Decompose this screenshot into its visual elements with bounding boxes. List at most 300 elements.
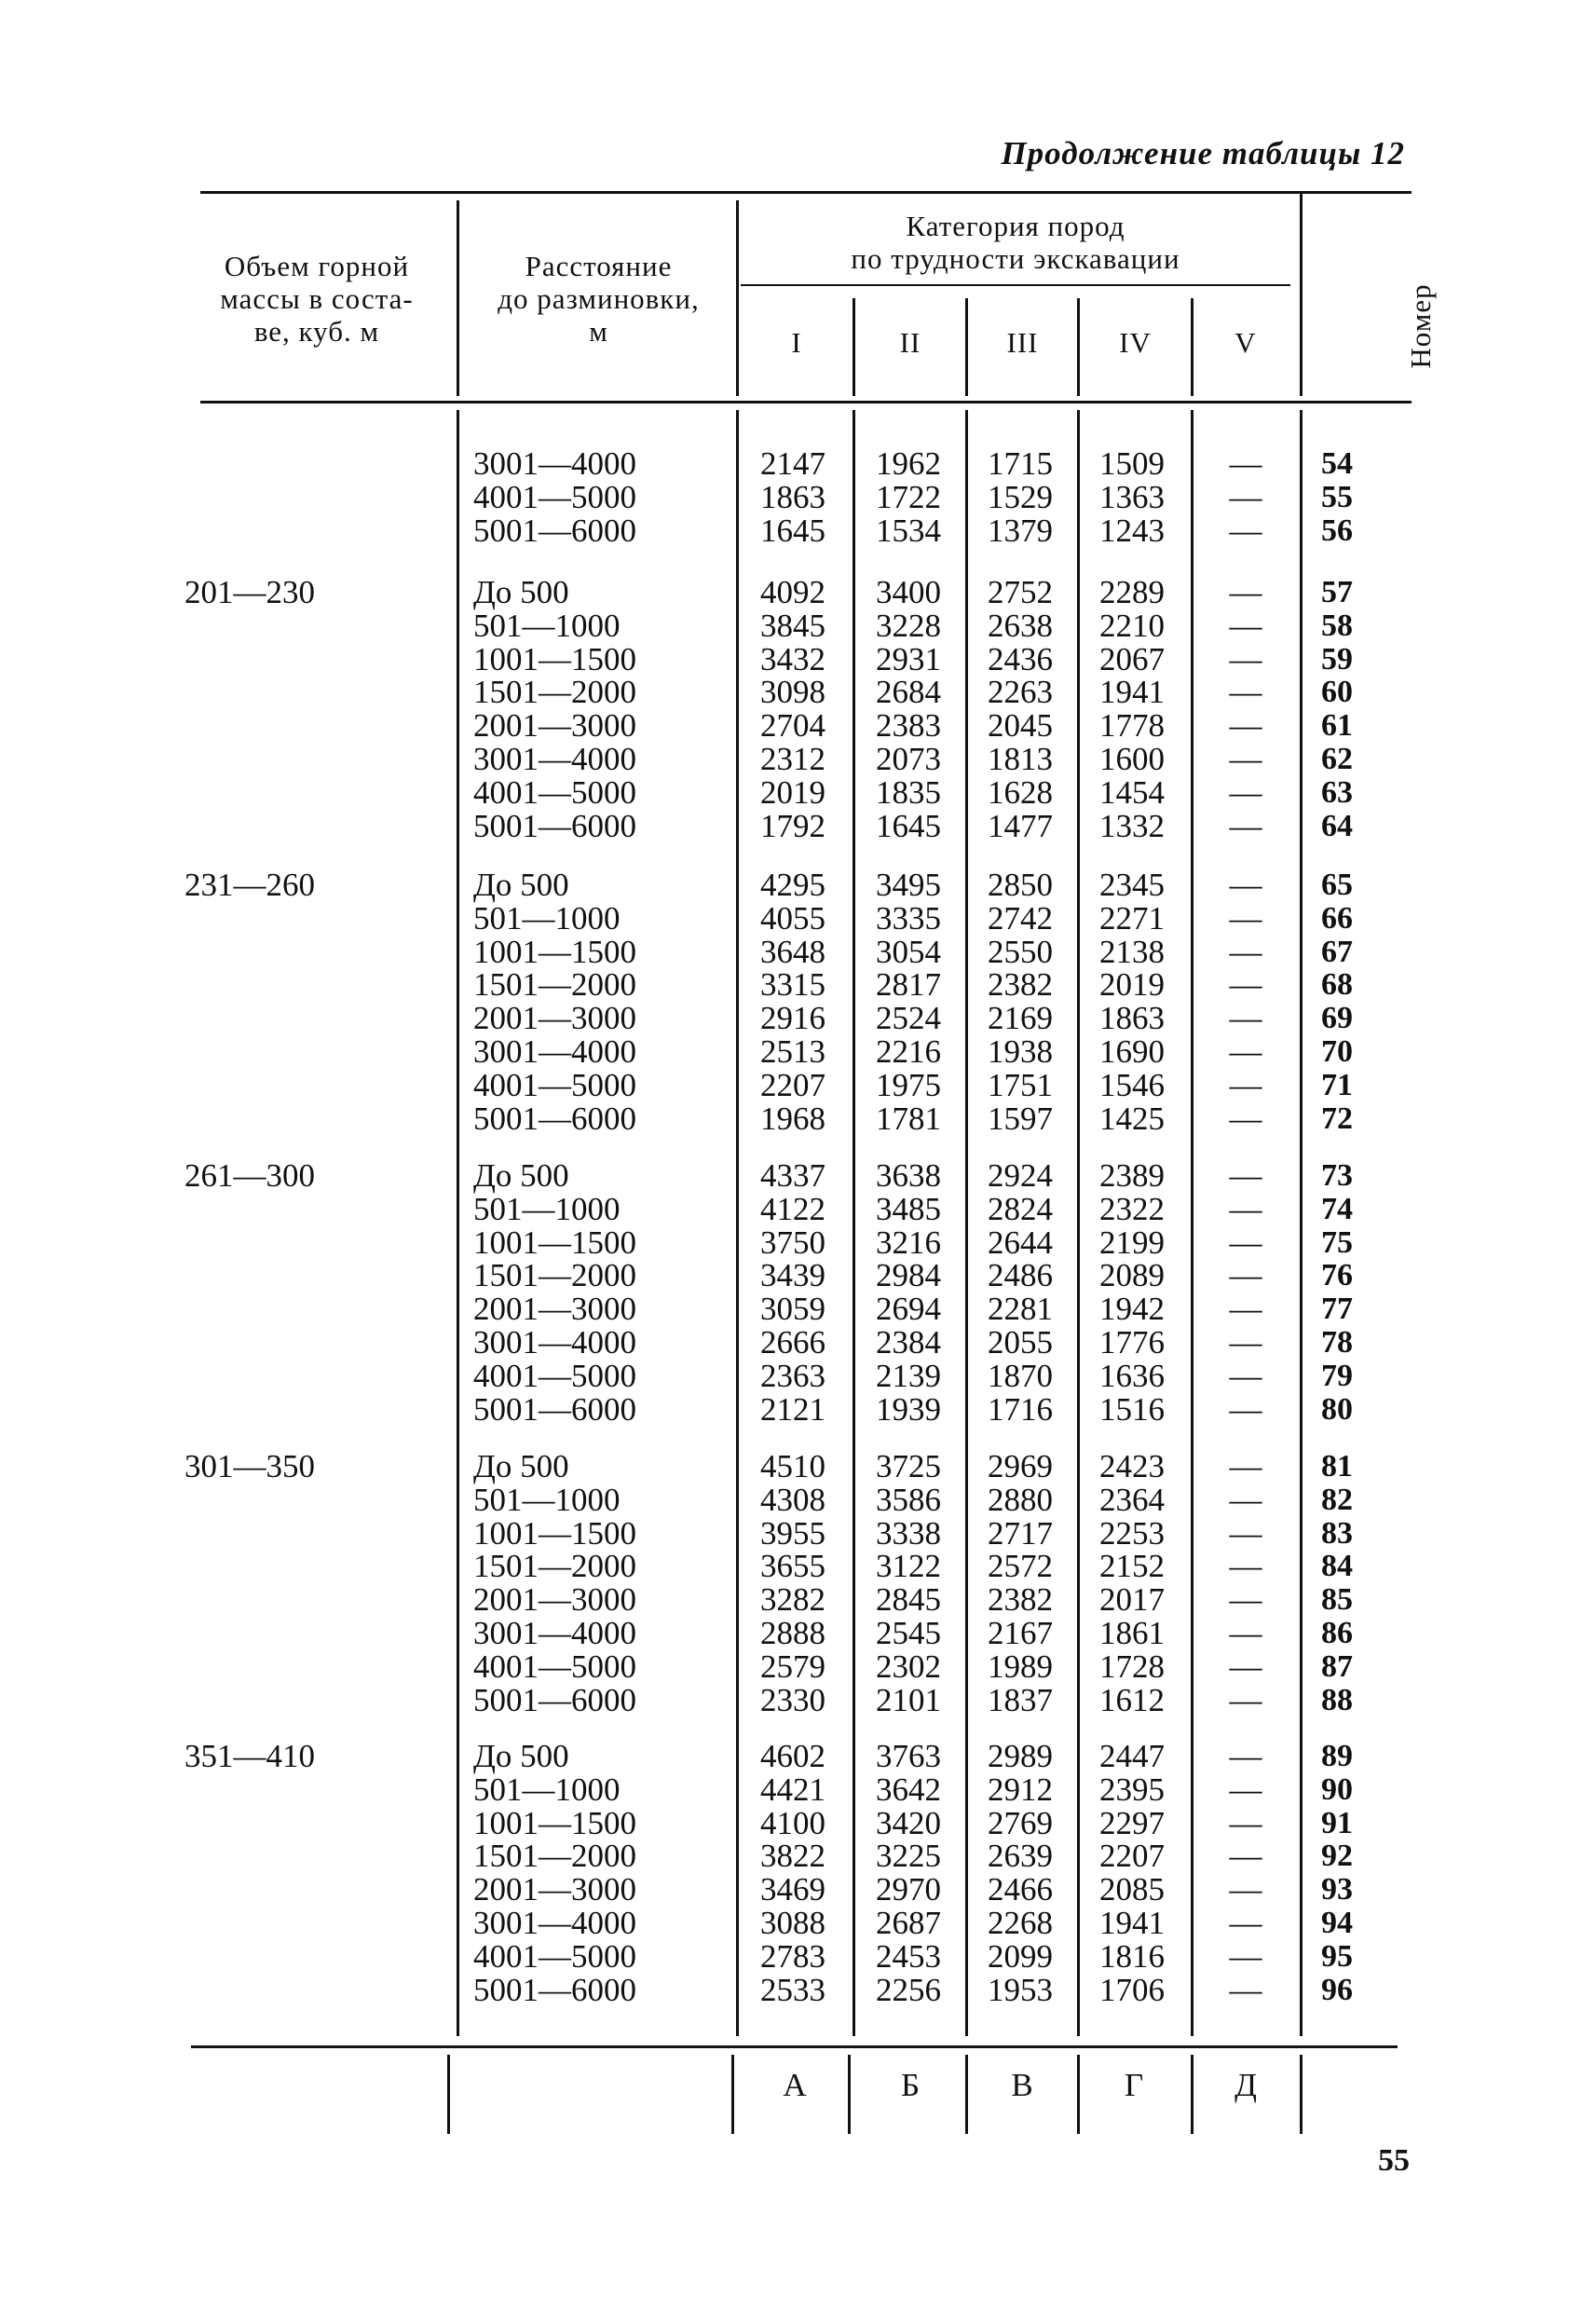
distance-cell: 501—1000	[473, 1190, 621, 1227]
category-2-cell: 3335	[876, 899, 941, 937]
row-number-cell: 95	[1321, 1938, 1353, 1974]
row-number-cell: 73	[1321, 1158, 1353, 1193]
table-row	[0, 676, 1596, 709]
category-1-cell: 4421	[760, 1771, 825, 1808]
distance-cell: 2001—3000	[473, 1581, 636, 1619]
category-1-cell: 2888	[760, 1615, 825, 1651]
category-3-cell: 2169	[988, 1000, 1053, 1037]
distance-cell: 2001—3000	[473, 1291, 636, 1328]
category-5-cell: —	[1229, 1481, 1262, 1518]
row-number-cell: 82	[1321, 1482, 1353, 1517]
table-row	[0, 1326, 1596, 1360]
category-2-cell: 3228	[876, 607, 941, 644]
category-5-cell: —	[1229, 674, 1262, 711]
volume-range-label: 261—300	[184, 1157, 315, 1194]
category-4-cell: 2364	[1099, 1481, 1165, 1518]
row-number-cell: 89	[1321, 1739, 1353, 1773]
volume-range-label: 351—410	[184, 1738, 315, 1774]
category-3-cell: 2099	[988, 1937, 1053, 1975]
category-2-cell: 2684	[876, 674, 941, 711]
category-4-cell: 2067	[1099, 640, 1165, 677]
category-1-cell: 3315	[760, 966, 825, 1004]
table-row	[0, 1226, 1596, 1260]
category-4-cell: 2345	[1099, 867, 1165, 903]
category-5-cell: —	[1229, 1615, 1262, 1651]
category-5-cell: —	[1229, 1738, 1262, 1774]
row-number-cell: 54	[1321, 446, 1353, 481]
category-1-cell: 2916	[760, 1000, 825, 1037]
category-2-cell: 2101	[876, 1681, 941, 1718]
distance-cell: 5001—6000	[473, 1971, 636, 2008]
category-1-cell: 1792	[760, 807, 825, 844]
category-3-cell: 2717	[988, 1514, 1053, 1552]
table-row	[0, 1066, 1596, 1103]
table-row	[0, 1907, 1596, 1940]
category-5-cell: —	[1229, 1357, 1262, 1394]
category-4-cell: 2089	[1099, 1257, 1165, 1294]
category-4-cell: 1776	[1099, 1324, 1165, 1361]
category-4-cell: 1425	[1099, 1100, 1165, 1137]
distance-cell: 2001—3000	[473, 1871, 636, 1908]
category-3-cell: 2824	[988, 1190, 1053, 1227]
row-number-cell: 78	[1321, 1325, 1353, 1360]
row-number-cell: 90	[1321, 1771, 1353, 1807]
category-1-cell: 2312	[760, 741, 825, 777]
category-1-cell: 2513	[760, 1033, 825, 1070]
category-1-cell: 3845	[760, 607, 825, 644]
category-5-cell: —	[1229, 966, 1262, 1004]
category-3-cell: 1529	[988, 478, 1053, 515]
category-5-cell: —	[1229, 1390, 1262, 1428]
table-row	[0, 447, 1596, 481]
row-number-cell: 85	[1321, 1582, 1353, 1618]
top-rule	[200, 191, 1412, 194]
category-5-cell: —	[1229, 1905, 1262, 1941]
header-category-line-2: по трудности экскавации	[851, 242, 1180, 275]
distance-cell: 5001—6000	[473, 512, 636, 549]
category-2-cell: 1835	[876, 773, 941, 811]
row-number-cell: 94	[1321, 1906, 1353, 1940]
table-row	[0, 1873, 1596, 1907]
category-5-cell: —	[1229, 574, 1262, 610]
category-1-cell: 3282	[760, 1581, 825, 1619]
category-1-cell: 2704	[760, 707, 825, 745]
category-3-cell: 2055	[988, 1324, 1053, 1361]
category-5-cell: —	[1229, 899, 1262, 937]
category-2-cell: 3420	[876, 1804, 941, 1841]
table-row	[0, 1839, 1596, 1873]
category-4-cell: 2019	[1099, 966, 1165, 1004]
category-3-cell: 2850	[988, 867, 1053, 903]
category-3-cell: 2268	[988, 1905, 1053, 1941]
distance-cell: 501—1000	[473, 899, 621, 937]
category-5-cell: —	[1229, 1257, 1262, 1294]
category-3-cell: 1597	[988, 1100, 1053, 1137]
category-2-cell: 2216	[876, 1033, 941, 1070]
row-number-cell: 61	[1321, 708, 1353, 744]
category-3-cell: 2969	[988, 1448, 1053, 1484]
row-number-cell: 56	[1321, 513, 1353, 548]
category-3-cell: 2466	[988, 1871, 1053, 1908]
category-3-cell: 1938	[988, 1033, 1053, 1070]
footer-letter-d: Д	[1235, 2067, 1257, 2103]
category-4-cell: 1546	[1099, 1066, 1165, 1103]
category-4-cell: 1690	[1099, 1033, 1165, 1070]
category-5-cell: —	[1229, 807, 1262, 844]
category-4-cell: 2289	[1099, 574, 1165, 610]
distance-cell: 1001—1500	[473, 1224, 636, 1261]
category-2-cell: 3400	[876, 574, 941, 610]
category-3-cell: 1715	[988, 445, 1053, 482]
distance-cell: До 500	[473, 1448, 569, 1484]
table-row	[0, 933, 1596, 970]
category-4-cell: 2085	[1099, 1871, 1165, 1908]
distance-cell: 4001—5000	[473, 1357, 636, 1394]
header-distance-line-2: до разминовки,	[498, 282, 700, 315]
category-2-cell: 2524	[876, 1000, 941, 1037]
table-row	[0, 1514, 1596, 1552]
distance-cell: 3001—4000	[473, 1615, 636, 1651]
category-4-cell: 1332	[1099, 807, 1165, 844]
distance-cell: 3001—4000	[473, 1905, 636, 1941]
category-2-cell: 2453	[876, 1937, 941, 1975]
category-3-cell: 1379	[988, 512, 1053, 549]
category-4-cell: 1863	[1099, 1000, 1165, 1037]
table-row	[0, 1190, 1596, 1227]
volume-range-label: 201—230	[184, 574, 315, 610]
category-2-cell: 3225	[876, 1838, 941, 1875]
distance-cell: 4001—5000	[473, 478, 636, 515]
table-row	[0, 1102, 1596, 1136]
distance-cell: 3001—4000	[473, 445, 636, 482]
category-4-cell: 2389	[1099, 1157, 1165, 1194]
category-3-cell: 2382	[988, 1581, 1053, 1619]
table-row	[0, 1583, 1596, 1617]
category-2-cell: 3642	[876, 1771, 941, 1808]
category-1-cell: 3088	[760, 1905, 825, 1941]
footer-letter-g: Г	[1124, 2067, 1144, 2103]
category-1-cell: 3059	[760, 1291, 825, 1328]
footer-vline-4	[965, 2055, 968, 2134]
row-number-cell: 57	[1321, 575, 1353, 609]
category-4-cell: 2423	[1099, 1448, 1165, 1484]
category-2-cell: 3495	[876, 867, 941, 903]
distance-cell: 5001—6000	[473, 1681, 636, 1718]
category-5-cell: —	[1229, 1971, 1262, 2008]
category-4-cell: 1942	[1099, 1291, 1165, 1328]
category-2-cell: 3638	[876, 1157, 941, 1194]
distance-cell: 1501—2000	[473, 966, 636, 1004]
bottom-rule	[191, 2045, 1398, 2048]
distance-cell: 4001—5000	[473, 1066, 636, 1103]
header-col-v: V	[1235, 326, 1257, 359]
category-4-cell: 2297	[1099, 1804, 1165, 1841]
category-1-cell: 2533	[760, 1971, 825, 2008]
category-4-cell: 1941	[1099, 674, 1165, 711]
header-category	[741, 210, 1290, 275]
footer-letter-v: В	[1011, 2067, 1033, 2103]
row-number-cell: 86	[1321, 1616, 1353, 1650]
category-3-cell: 1477	[988, 807, 1053, 844]
row-number-cell: 77	[1321, 1292, 1353, 1327]
category-4-cell: 2253	[1099, 1514, 1165, 1552]
category-1-cell: 2121	[760, 1390, 825, 1428]
category-2-cell: 1975	[876, 1066, 941, 1103]
row-number-cell: 93	[1321, 1872, 1353, 1908]
distance-cell: 5001—6000	[473, 1100, 636, 1137]
table-row	[0, 807, 1596, 844]
category-5-cell: —	[1229, 1581, 1262, 1619]
category-2-cell: 1962	[876, 445, 941, 482]
category-5-cell: —	[1229, 1000, 1262, 1037]
page-number: 55	[1378, 2143, 1410, 2178]
row-number-cell: 88	[1321, 1682, 1353, 1717]
row-number-cell: 80	[1321, 1391, 1353, 1427]
category-2-cell: 3122	[876, 1548, 941, 1585]
footer-letter-a: А	[783, 2067, 807, 2103]
distance-cell: 501—1000	[473, 607, 621, 644]
category-1-cell: 3432	[760, 640, 825, 677]
table-row	[0, 1002, 1596, 1035]
distance-cell: 1501—2000	[473, 674, 636, 711]
category-2-cell: 2817	[876, 966, 941, 1004]
distance-cell: 501—1000	[473, 1771, 621, 1808]
header-vline-nomer	[1300, 191, 1303, 396]
table-row	[0, 1292, 1596, 1326]
category-1-cell: 4100	[760, 1804, 825, 1841]
table-row	[0, 1681, 1596, 1718]
category-5-cell: —	[1229, 1548, 1262, 1585]
table-row	[0, 1971, 1596, 2008]
category-3-cell: 1837	[988, 1681, 1053, 1718]
table-row	[0, 1740, 1596, 1773]
category-1-cell: 3655	[760, 1548, 825, 1585]
category-5-cell: —	[1229, 1871, 1262, 1908]
category-2-cell: 2302	[876, 1648, 941, 1685]
distance-cell: 1001—1500	[473, 1514, 636, 1552]
distance-cell: 1001—1500	[473, 640, 636, 677]
category-4-cell: 2207	[1099, 1838, 1165, 1875]
header-nomer: Номер	[1404, 283, 1437, 369]
category-2-cell: 1939	[876, 1390, 941, 1428]
category-3-cell: 2912	[988, 1771, 1053, 1808]
footer-letter-b: Б	[900, 2067, 921, 2103]
table-row	[0, 514, 1596, 548]
table-row	[0, 1617, 1596, 1650]
category-3-cell: 2167	[988, 1615, 1053, 1651]
category-5-cell: —	[1229, 1291, 1262, 1328]
category-4-cell: 1612	[1099, 1681, 1165, 1718]
row-number-cell: 68	[1321, 967, 1353, 1003]
category-3-cell: 2550	[988, 933, 1053, 970]
category-4-cell: 2138	[1099, 933, 1165, 970]
category-4-cell: 1363	[1099, 478, 1165, 515]
table-row	[0, 1650, 1596, 1684]
header-category-line-1: Категория пород	[906, 210, 1125, 242]
table-row	[0, 478, 1596, 515]
distance-cell: 2001—3000	[473, 707, 636, 745]
category-2-cell: 1781	[876, 1100, 941, 1137]
category-2-cell: 2970	[876, 1871, 941, 1908]
row-number-cell: 87	[1321, 1648, 1353, 1684]
category-1-cell: 4092	[760, 574, 825, 610]
row-number-cell: 59	[1321, 641, 1353, 677]
table-continuation-caption: Продолжение таблицы 12	[1001, 135, 1405, 171]
category-3-cell: 2382	[988, 966, 1053, 1004]
header-col-i: I	[791, 326, 802, 359]
category-1-cell: 4122	[760, 1190, 825, 1227]
table-row	[0, 1450, 1596, 1484]
category-2-cell: 2984	[876, 1257, 941, 1294]
category-1-cell: 3439	[760, 1257, 825, 1294]
category-5-cell: —	[1229, 933, 1262, 970]
category-4-cell: 1516	[1099, 1390, 1165, 1428]
row-number-cell: 60	[1321, 675, 1353, 710]
category-5-cell: —	[1229, 512, 1262, 549]
distance-cell: 1001—1500	[473, 1804, 636, 1841]
category-5-cell: —	[1229, 1100, 1262, 1137]
category-3-cell: 2644	[988, 1224, 1053, 1261]
category-1-cell: 4055	[760, 899, 825, 937]
category-3-cell: 1953	[988, 1971, 1053, 2008]
row-number-cell: 74	[1321, 1191, 1353, 1226]
category-3-cell: 2045	[988, 707, 1053, 745]
row-number-cell: 83	[1321, 1515, 1353, 1551]
distance-cell: 3001—4000	[473, 1324, 636, 1361]
category-2-cell: 1645	[876, 807, 941, 844]
table-row	[0, 1937, 1596, 1975]
category-5-cell: —	[1229, 1066, 1262, 1103]
table-row	[0, 1159, 1596, 1193]
category-5-cell: —	[1229, 867, 1262, 903]
header-volume-line-1: Объем горной	[224, 250, 410, 282]
category-5-cell: —	[1229, 1224, 1262, 1261]
distance-cell: 1501—2000	[473, 1838, 636, 1875]
table-row	[0, 1804, 1596, 1841]
category-4-cell: 1728	[1099, 1648, 1165, 1685]
category-2-cell: 2073	[876, 741, 941, 777]
distance-cell: 5001—6000	[473, 807, 636, 844]
category-3-cell: 2436	[988, 640, 1053, 677]
category-1-cell: 4602	[760, 1738, 825, 1774]
category-5-cell: —	[1229, 1771, 1262, 1808]
table-row	[0, 1035, 1596, 1069]
category-5-cell: —	[1229, 1648, 1262, 1685]
distance-cell: До 500	[473, 574, 569, 610]
category-5-cell: —	[1229, 1157, 1262, 1194]
category-1-cell: 4295	[760, 867, 825, 903]
category-5-cell: —	[1229, 640, 1262, 677]
category-1-cell: 3648	[760, 933, 825, 970]
category-1-cell: 2019	[760, 773, 825, 811]
category-5-cell: —	[1229, 707, 1262, 745]
table-row	[0, 1773, 1596, 1807]
row-number-cell: 55	[1321, 479, 1353, 514]
table-row	[0, 743, 1596, 776]
table-row	[0, 1357, 1596, 1394]
category-3-cell: 2281	[988, 1291, 1053, 1328]
category-3-cell: 2638	[988, 607, 1053, 644]
distance-cell: 3001—4000	[473, 1033, 636, 1070]
category-5-cell: —	[1229, 773, 1262, 811]
category-5-cell: —	[1229, 1514, 1262, 1552]
category-2-cell: 3763	[876, 1738, 941, 1774]
table-row	[0, 1390, 1596, 1428]
header-volume-line-2: массы в соста-	[220, 282, 414, 315]
category-2-cell: 2139	[876, 1357, 941, 1394]
category-2-cell: 3485	[876, 1190, 941, 1227]
category-1-cell: 3750	[760, 1224, 825, 1261]
category-4-cell: 2395	[1099, 1771, 1165, 1808]
table-row	[0, 609, 1596, 643]
header-vline-i	[736, 200, 739, 396]
row-number-cell: 62	[1321, 742, 1353, 776]
category-1-cell: 2363	[760, 1357, 825, 1394]
row-number-cell: 58	[1321, 608, 1353, 643]
category-5-cell: —	[1229, 1324, 1262, 1361]
category-5-cell: —	[1229, 1033, 1262, 1070]
category-4-cell: 1706	[1099, 1971, 1165, 2008]
category-5-cell: —	[1229, 1804, 1262, 1841]
row-number-cell: 72	[1321, 1101, 1353, 1136]
category-1-cell: 2330	[760, 1681, 825, 1718]
distance-cell: 4001—5000	[473, 1937, 636, 1975]
category-3-cell: 1870	[988, 1357, 1053, 1394]
category-3-cell: 2769	[988, 1804, 1053, 1841]
category-2-cell: 2256	[876, 1971, 941, 2008]
category-2-cell: 2383	[876, 707, 941, 745]
table-row	[0, 640, 1596, 677]
row-number-cell: 66	[1321, 900, 1353, 936]
table-row	[0, 709, 1596, 743]
row-number-cell: 96	[1321, 1972, 1353, 2007]
category-4-cell: 2017	[1099, 1581, 1165, 1619]
category-1-cell: 1968	[760, 1100, 825, 1137]
row-number-cell: 71	[1321, 1067, 1353, 1102]
category-3-cell: 2486	[988, 1257, 1053, 1294]
table-row	[0, 1259, 1596, 1292]
category-2-cell: 3725	[876, 1448, 941, 1484]
category-1-cell: 1863	[760, 478, 825, 515]
distance-cell: До 500	[473, 867, 569, 903]
category-4-cell: 2271	[1099, 899, 1165, 937]
category-5-cell: —	[1229, 1448, 1262, 1484]
row-number-cell: 64	[1321, 808, 1353, 843]
row-number-cell: 91	[1321, 1805, 1353, 1840]
header-distance-line-1: Расстояние	[525, 250, 673, 282]
header-col-iii: III	[1006, 326, 1039, 359]
category-4-cell: 1600	[1099, 741, 1165, 777]
row-number-cell: 92	[1321, 1839, 1353, 1874]
category-5-cell: —	[1229, 607, 1262, 644]
category-3-cell: 1989	[988, 1648, 1053, 1685]
category-1-cell: 3098	[760, 674, 825, 711]
category-4-cell: 1816	[1099, 1937, 1165, 1975]
row-number-cell: 79	[1321, 1358, 1353, 1393]
category-3-cell: 1751	[988, 1066, 1053, 1103]
category-3-cell: 1628	[988, 773, 1053, 811]
category-4-cell: 2447	[1099, 1738, 1165, 1774]
header-distance-line-3: м	[589, 315, 608, 348]
category-5-cell: —	[1229, 1681, 1262, 1718]
category-3-cell: 2752	[988, 574, 1053, 610]
category-2-cell: 2931	[876, 640, 941, 677]
category-2-cell: 2545	[876, 1615, 941, 1651]
distance-cell: 5001—6000	[473, 1390, 636, 1428]
footer-vline-7	[1300, 2055, 1303, 2134]
category-1-cell: 4308	[760, 1481, 825, 1518]
category-3-cell: 2742	[988, 899, 1053, 937]
